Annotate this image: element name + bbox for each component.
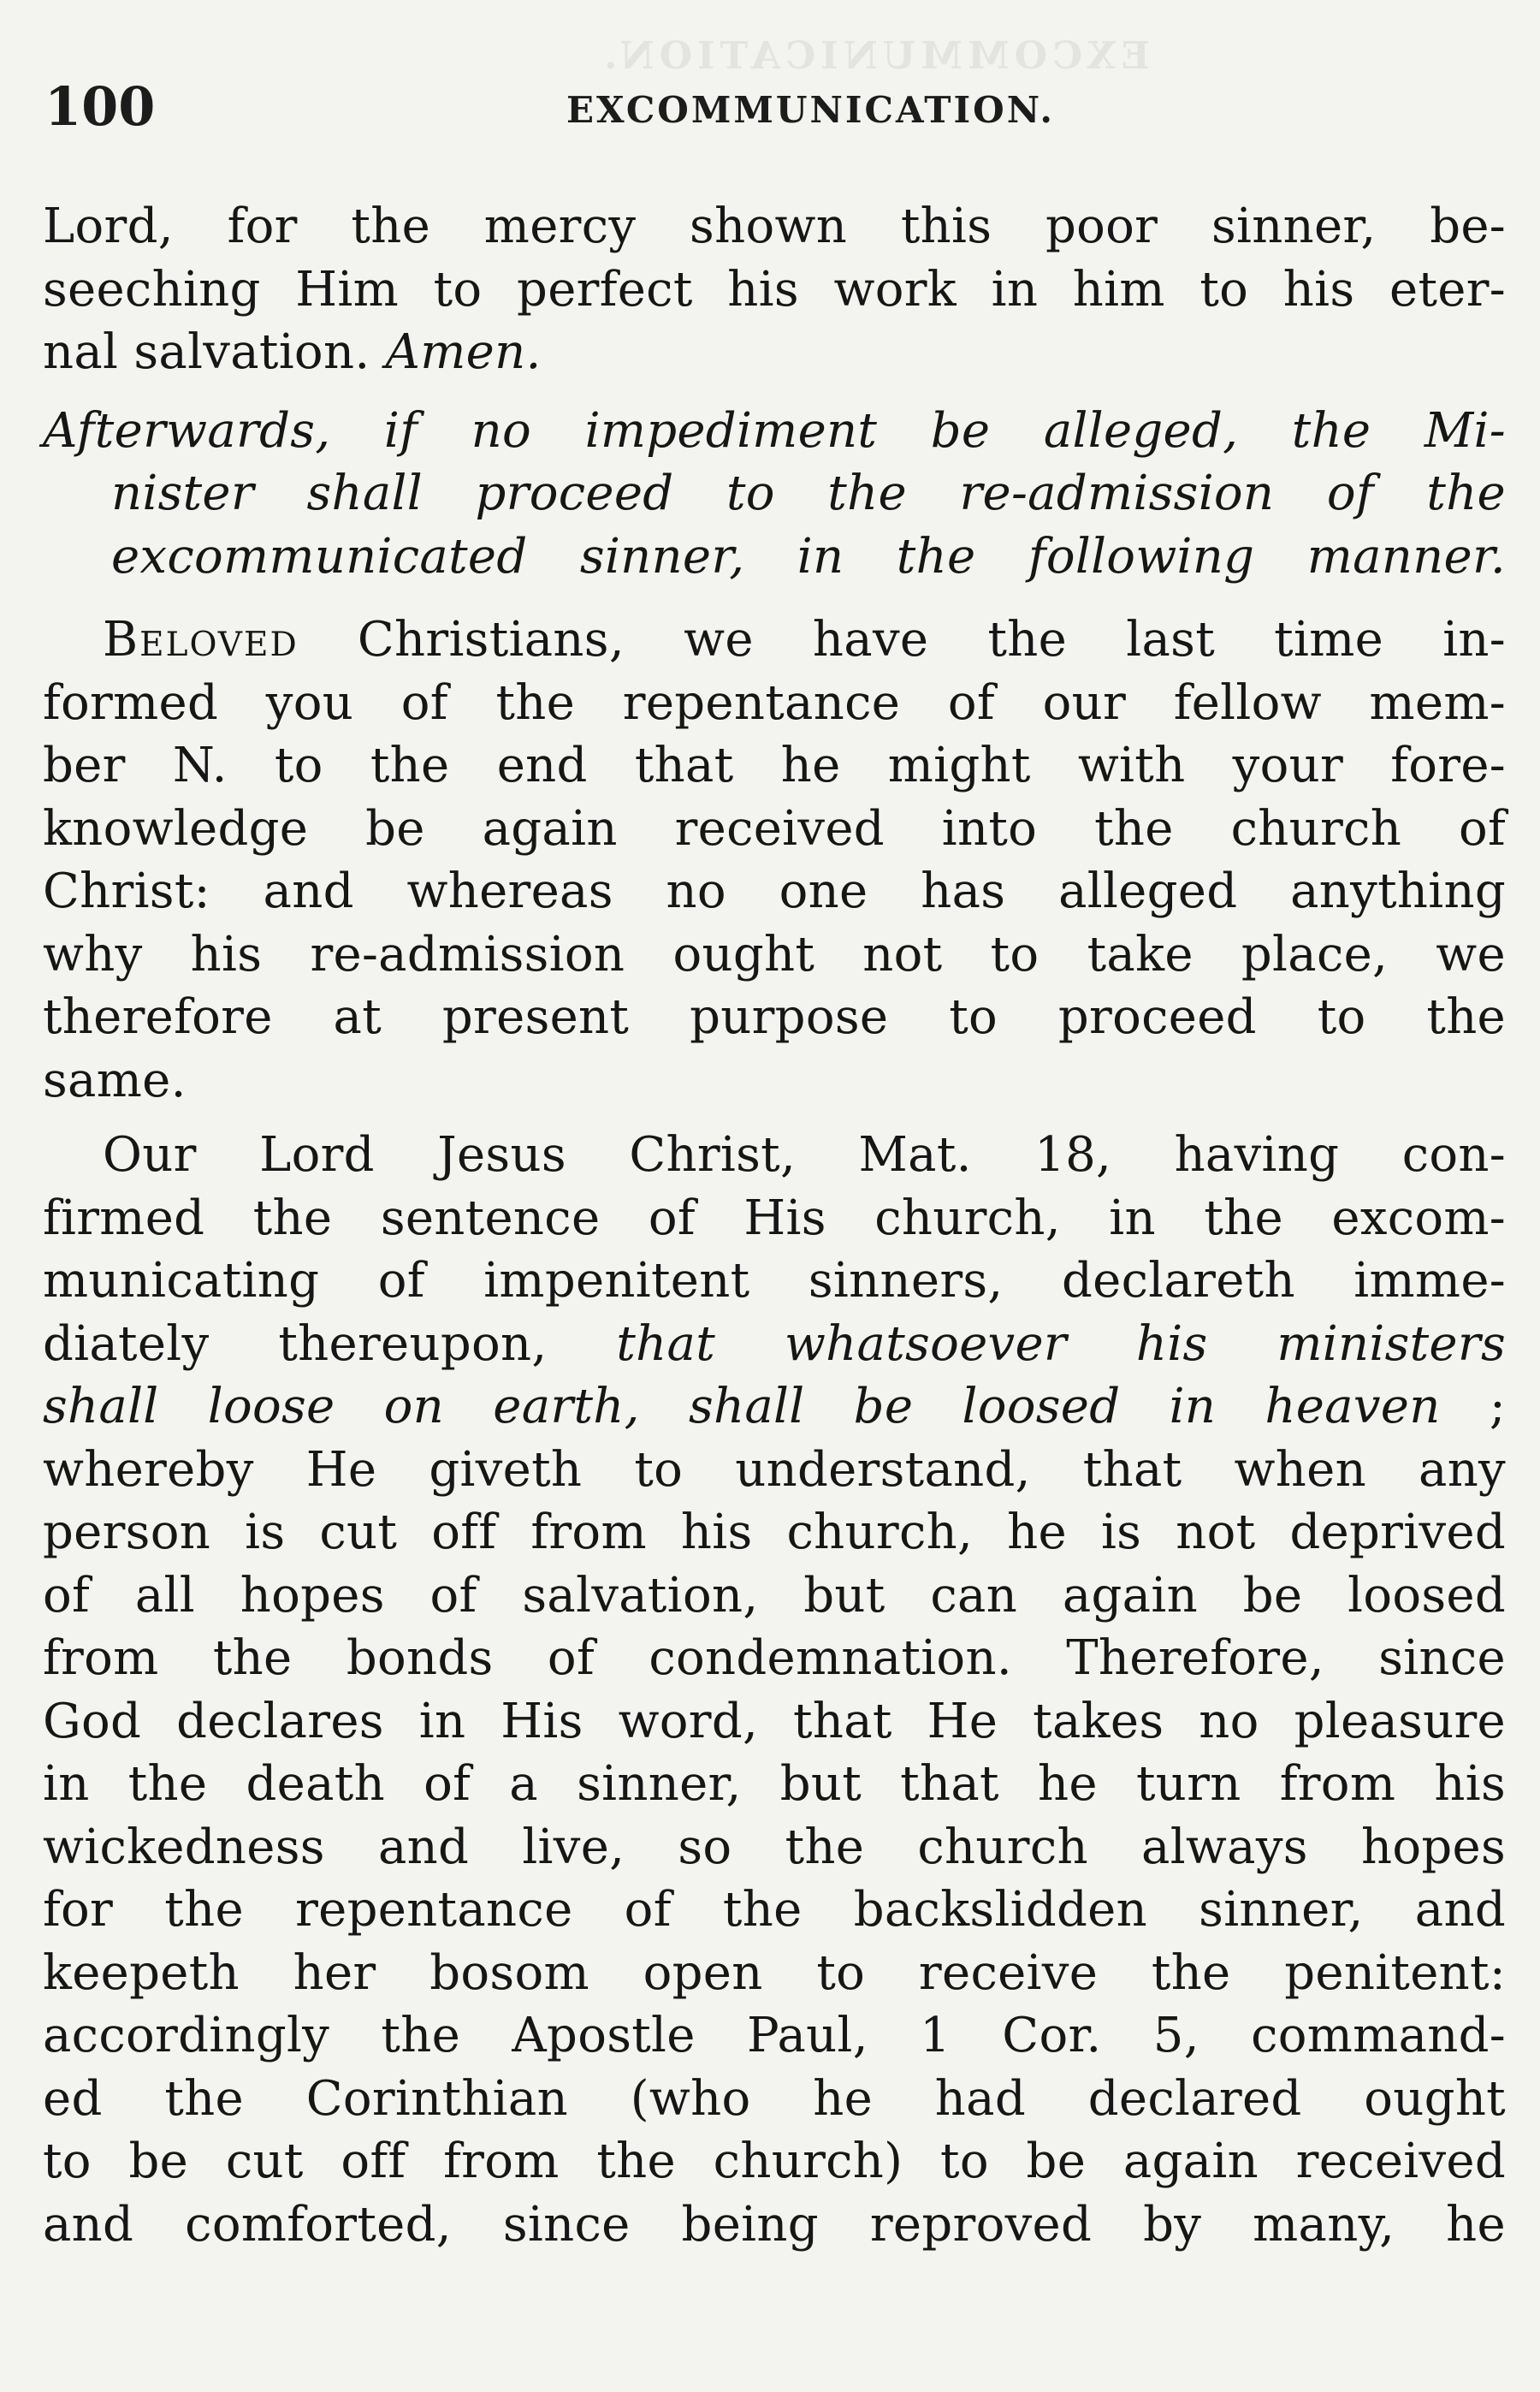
text-line (43, 321, 1506, 384)
text-line: to be cut off from the church) to be again received (43, 2134, 1506, 2189)
text-line: in the death of a sinner, but that he turn from his (43, 1756, 1506, 1812)
text-line: nister shall proceed to the re-admission of the (111, 466, 1506, 521)
text-line (43, 608, 1506, 672)
rubric-instruction (43, 400, 1506, 589)
text-line (43, 1375, 1506, 1439)
paragraph-doctrine (43, 1124, 1506, 2256)
text-run: diately thereupon, (43, 1315, 617, 1372)
amen-italic: Amen. (385, 324, 542, 380)
text-line: accordingly the Apostle Paul, 1 Cor. 5, command- (43, 2008, 1506, 2063)
running-head (44, 75, 1499, 138)
text-line: and comforted, since being reproved by many, he (43, 2196, 1506, 2253)
text-line: Afterwards, if no impediment be alleged, the Mi- (43, 402, 1506, 459)
text-line (43, 1313, 1506, 1376)
text-line: same. (43, 1052, 187, 1108)
text-line: keepeth her bosom open to receive the penitent: (43, 1944, 1506, 2001)
text-line: God declares in His word, that He takes no pleasure (43, 1693, 1506, 1749)
text-line: why his re-admission ought not to take place, we (43, 926, 1506, 982)
text-run: nal salvation. (43, 324, 370, 380)
text-run: Christians, we have the last time in- (298, 612, 1506, 668)
text-line: knowledge be again received into the church of (43, 800, 1506, 857)
page-heading: EXCOMMUNICATION. (566, 89, 1056, 131)
paragraph-address (43, 608, 1506, 1112)
text-line: Our Lord Jesus Christ, Mat. 18, having con- (103, 1127, 1506, 1183)
text-line: ber N. to the end that he might with your fore- (43, 738, 1506, 793)
text-line: from the bonds of condemnation. Therefore, since (43, 1630, 1506, 1686)
text-line: formed you of the repentance of our fellow mem- (43, 674, 1506, 731)
page-number: 100 (44, 75, 156, 138)
text-line: for the repentance of the backslidden sinner, and (43, 1882, 1506, 1938)
text-line: ed the Corinthian (who he had declared ought (43, 2070, 1506, 2127)
body-text (43, 195, 1506, 2268)
small-caps-opening: Beloved (103, 612, 299, 668)
text-line: whereby He giveth to understand, that when any (43, 1441, 1506, 1498)
text-line: firmed the sentence of His church, in the excom- (43, 1190, 1506, 1246)
show-through-text: EXCOMMUNICATION. (599, 34, 1150, 78)
text-run: ; (1489, 1379, 1506, 1434)
text-line: municating of impenitent sinners, declareth imme- (43, 1253, 1506, 1309)
text-line: wickedness and live, so the church always hopes (43, 1819, 1506, 1875)
text-line: therefore at present purpose to proceed to the (43, 989, 1506, 1045)
text-line: Christ: and whereas no one has alleged anything (43, 864, 1506, 919)
scripture-italic: that whatsoever his ministers (616, 1315, 1506, 1372)
text-line: excommunicated sinner, in the following manner. (111, 528, 1506, 585)
text-line: person is cut off from his church, he is not deprived (43, 1505, 1506, 1560)
text-line: Lord, for the mercy shown this poor sinner, be- (43, 199, 1506, 254)
text-line: of all hopes of salvation, but can again be loosed (43, 1567, 1506, 1623)
scripture-italic: shall loose on earth, shall be loosed in heaven (43, 1379, 1441, 1434)
text-line: seeching Him to perfect his work in him to his eter- (43, 261, 1506, 318)
paragraph-prayer-ending (43, 195, 1506, 384)
